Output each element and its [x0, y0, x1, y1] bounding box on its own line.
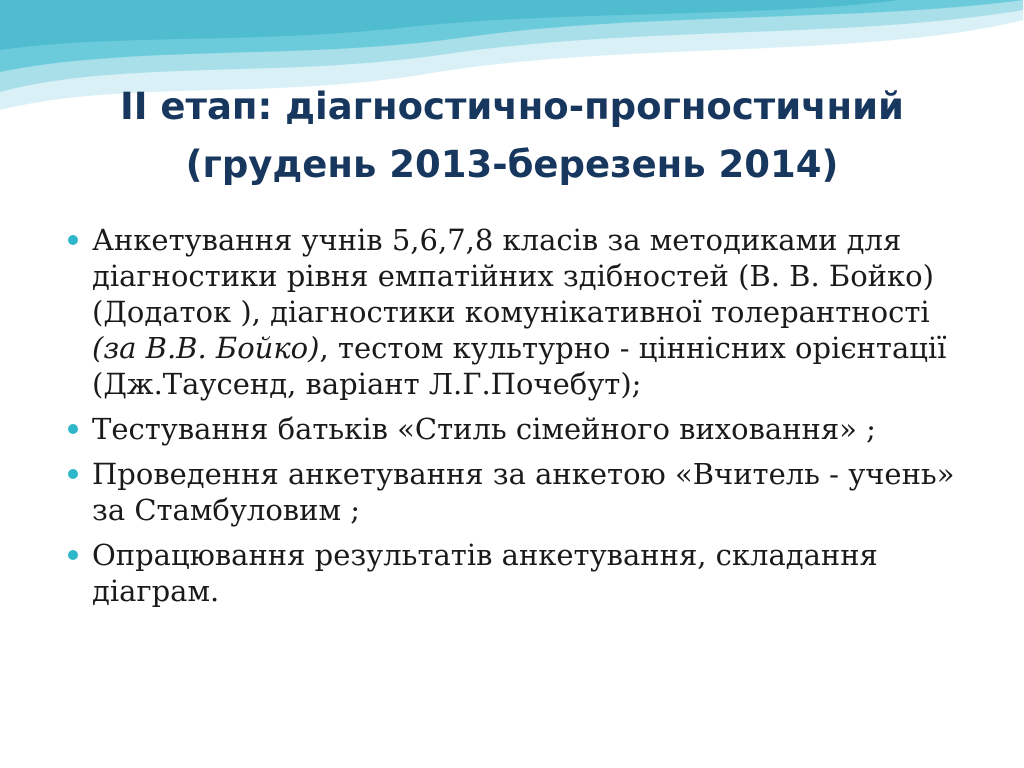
title-line-1: II етап: діагностично-прогностичний — [120, 85, 904, 128]
bullet-1-text-b: , тестом культурно - ціннісних орієнтації (Дж.Таусенд, варіант Л.Г.Почебут); — [92, 331, 947, 401]
bullet-item-2 — [62, 411, 972, 447]
bullet-item-1 — [62, 222, 972, 402]
bullet-3-text: Проведення анкетування за анкетою «Вчитель - учень» за Стамбуловим ; — [92, 457, 955, 527]
bullet-icon — [68, 469, 78, 479]
bullet-list — [62, 222, 972, 618]
bullet-icon — [68, 235, 78, 245]
title-line-2: (грудень 2013-березень 2014) — [185, 143, 839, 186]
bullet-1-text-a: Анкетування учнів 5,6,7,8 класів за методиками для діагностики рівня емпатійних здібностей (В. В. Бойко) (Додаток ), діагностики комунікативної толерантності — [92, 223, 934, 329]
bullet-item-4 — [62, 537, 972, 609]
bullet-icon — [68, 550, 78, 560]
bullet-4-text: Опрацювання результатів анкетування, складання діаграм. — [92, 538, 878, 608]
bullet-1-italic: (за В.В. Бойко) — [92, 331, 320, 365]
bullet-2-text: Тестування батьків «Стиль сімейного виховання» ; — [92, 412, 876, 446]
bullet-item-3 — [62, 456, 972, 528]
bullet-icon — [68, 424, 78, 434]
slide-title — [40, 78, 984, 194]
